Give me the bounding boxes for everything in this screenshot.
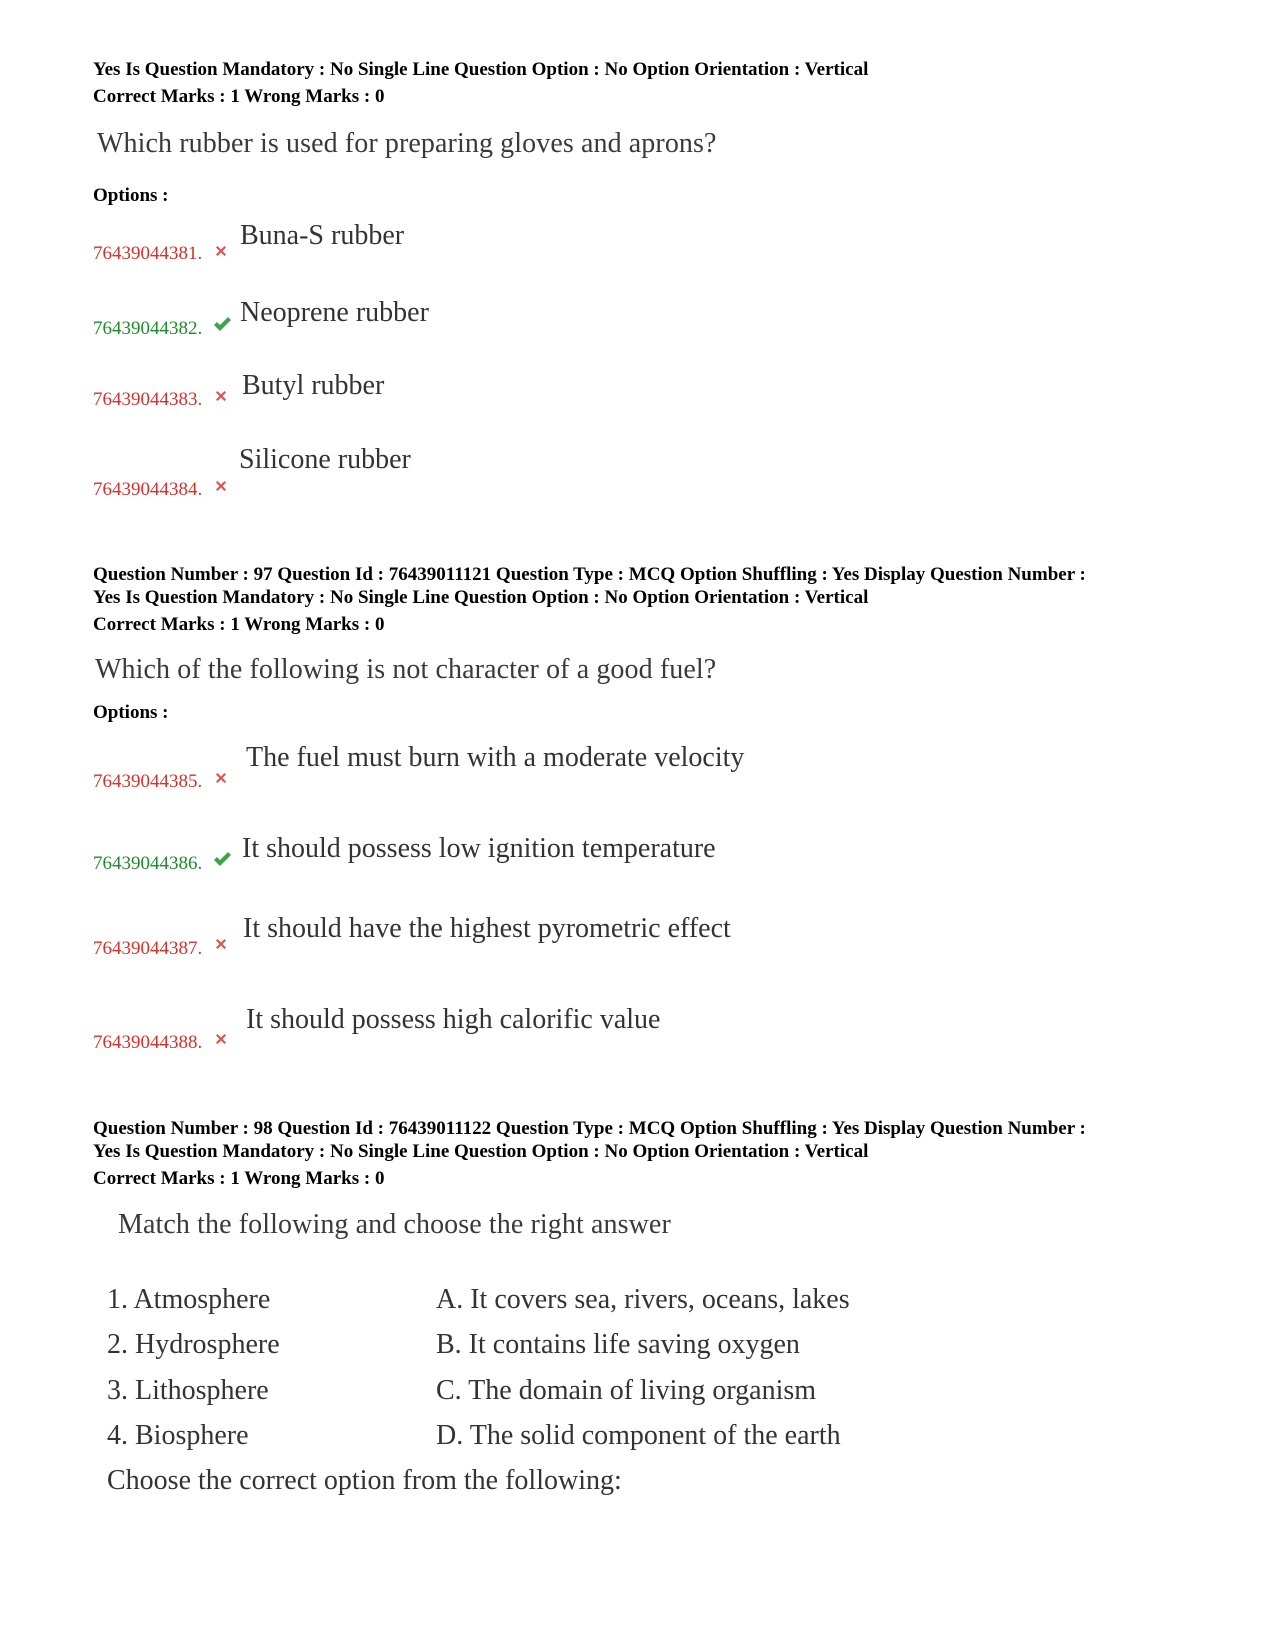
option-text[interactable]: It should possess high calorific value <box>246 1004 661 1035</box>
meta-line: Yes Is Question Mandatory : No Single Line Question Option : No Option Orientation : Vertical <box>93 1141 869 1162</box>
match-right-item: C. The domain of living organism <box>436 1375 817 1406</box>
options-label: Options : <box>93 185 169 206</box>
option-id: 76439044388. <box>93 1032 203 1053</box>
option-text[interactable]: Silicone rubber <box>239 444 411 475</box>
wrong-mark-icon <box>213 242 229 260</box>
correct-check-icon <box>212 850 232 873</box>
wrong-mark-icon <box>213 477 229 495</box>
option-id: 76439044382. <box>93 318 203 339</box>
meta-line: Yes Is Question Mandatory : No Single Line Question Option : No Option Orientation : Vertical <box>93 587 869 608</box>
option-text[interactable]: The fuel must burn with a moderate velocity <box>246 742 745 773</box>
option-text[interactable]: Butyl rubber <box>242 370 385 401</box>
match-left-item: 1. Atmosphere <box>107 1284 271 1315</box>
options-label: Options : <box>93 702 169 723</box>
wrong-mark-icon <box>213 769 229 787</box>
question-text: Match the following and choose the right answer <box>118 1209 671 1240</box>
question-text: Which rubber is used for preparing gloves and aprons? <box>97 128 717 159</box>
match-left-item: 4. Biosphere <box>107 1420 249 1451</box>
marks-line: Correct Marks : 1 Wrong Marks : 0 <box>93 1168 385 1189</box>
question-text: Which of the following is not character of a good fuel? <box>95 654 717 685</box>
match-left-item: 3. Lithosphere <box>107 1375 269 1406</box>
meta-line: Question Number : 98 Question Id : 76439011122 Question Type : MCQ Option Shuffling : Yes Display Question Number : <box>93 1118 1086 1139</box>
wrong-mark-icon <box>213 935 229 953</box>
marks-line: Correct Marks : 1 Wrong Marks : 0 <box>93 86 385 107</box>
option-id: 76439044387. <box>93 938 203 959</box>
option-text[interactable]: It should have the highest pyrometric effect <box>243 913 731 944</box>
match-right-item: D. The solid component of the earth <box>436 1420 841 1451</box>
match-footer: Choose the correct option from the following: <box>107 1465 622 1496</box>
option-id: 76439044381. <box>93 243 203 264</box>
match-left-item: 2. Hydrosphere <box>107 1329 280 1360</box>
marks-line: Correct Marks : 1 Wrong Marks : 0 <box>93 614 385 635</box>
option-id: 76439044384. <box>93 479 203 500</box>
meta-line: Yes Is Question Mandatory : No Single Line Question Option : No Option Orientation : Vertical <box>93 59 869 80</box>
option-text[interactable]: Buna-S rubber <box>240 220 405 251</box>
wrong-mark-icon <box>213 1030 229 1048</box>
option-text[interactable]: It should possess low ignition temperature <box>242 833 716 864</box>
wrong-mark-icon <box>213 387 229 405</box>
match-right-item: B. It contains life saving oxygen <box>436 1329 800 1360</box>
option-text[interactable]: Neoprene rubber <box>240 297 429 328</box>
match-right-item: A. It covers sea, rivers, oceans, lakes <box>436 1284 850 1315</box>
option-id: 76439044383. <box>93 389 203 410</box>
correct-check-icon <box>212 315 232 338</box>
meta-line: Question Number : 97 Question Id : 76439011121 Question Type : MCQ Option Shuffling : Yes Display Question Number : <box>93 564 1086 585</box>
option-id: 76439044386. <box>93 853 203 874</box>
option-id: 76439044385. <box>93 771 203 792</box>
